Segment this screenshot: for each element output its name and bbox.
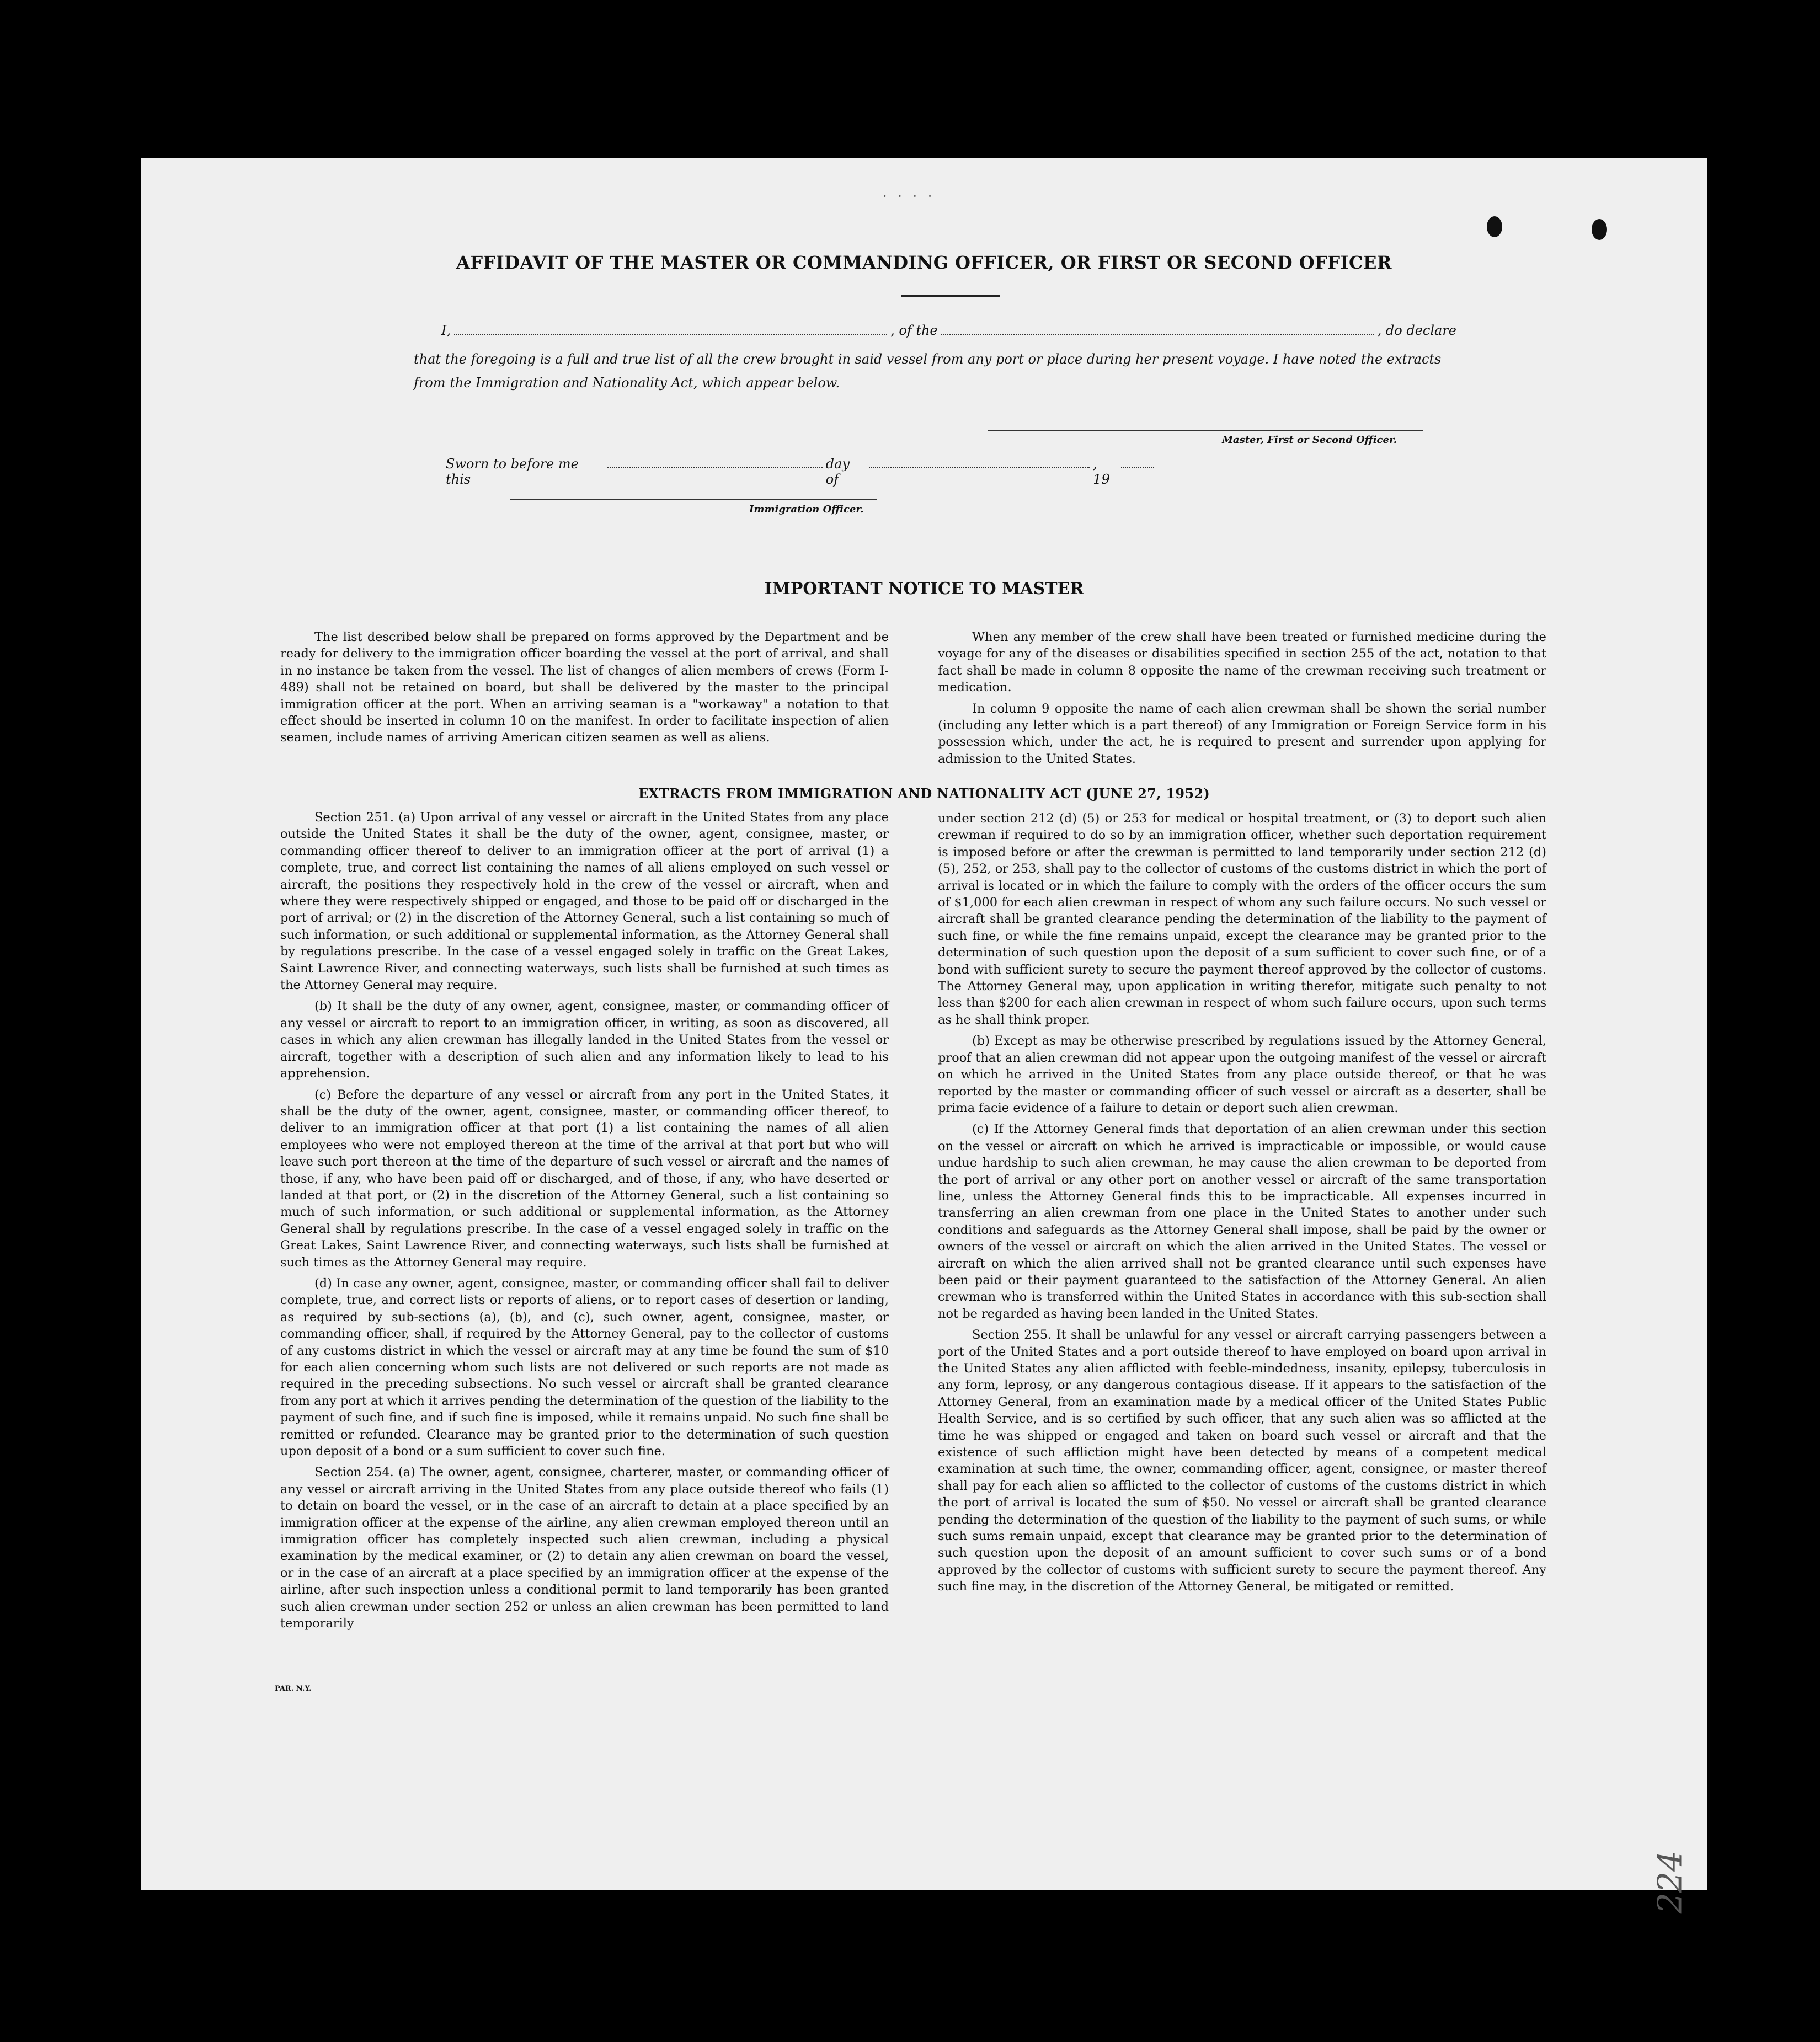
section-paragraph: Section 251. (a) Upon arrival of any vessel or aircraft in the United States from any place outside the United States it shall be the duty of the owner, agent, consignee, master, or commanding officer thereof to deliver to an immigration officer at the port of arrival (1) a complete, true, and correct list containing the names of all aliens employed on such vessel or aircraft, the positions they respectively hold in the crew of the vessel or aircraft, when and where they were respectively shipped or engaged, and those to be paid off or discharged in the port of arrival; or (2) in the discretion of the Attorney General, such a list containing so much of such information, or such additional or supplemental information, as the Attorney General shall by regulations prescribe. In the case of a vessel engaged solely in traffic on the Great Lakes, Saint Lawrence River, and connecting waterways, such lists shall be furnished at such times as the Attorney General may require. (280, 810, 889, 993)
master-signature-line[interactable] (988, 430, 1423, 431)
sworn-prefix: Sworn to before me this (446, 456, 579, 487)
punch-hole (1487, 216, 1502, 237)
section-paragraph: Section 255. It shall be unlawful for any vessel or aircraft carrying passengers between a port of the United States and a port outside thereof to have employed on board upon arrival in the United States any alien afflicted with feeble-mindedness, insanity, epilepsy, tuberculosis in any form, leprosy, or any dangerous contagious disease. If it appears to the satisfaction of the Attorney General, from an examination made by a medical officer of the United States Public Health Service, and is so certified by such officer, that any such alien was so afflicted at the time he was shipped or engaged and taken on board such vessel or aircraft and that the existence of such affliction might have been detected by means of a competent medical examination at such time, the owner, commanding officer, agent, consignee, or master thereof shall pay for each alien so afflicted to the collector of customs of the customs district in which the port of arrival is located the sum of $50. No vessel or aircraft shall be granted clearance pending the determination of the question of the liability to the payment of such sums, or while such sums remain unpaid, except that clearance may be granted prior to the determination of such question upon the deposit of an amount sufficient to cover such sums or of a bond approved by the collector of customs with sufficient surety to secure the payment thereof. Any such fine may, in the discretion of the Attorney General, be mitigated or remitted. (938, 1328, 1546, 1594)
section-paragraph: (d) In case any owner, agent, consignee, master, or commanding officer shall fail to deliver complete, true, and correct lists or reports of aliens, or to report cases of desertion or landing, as required by sub-sections (a), (b), and (c), such owner, agent, consignee, master, or commanding officer, shall, if required by the Attorney General, pay to the collector of customs of any customs district in which the vessel or aircraft may at any time be found the sum of $10 for each alien concerning whom such lists are not delivered or such reports are not made as required in the preceding subsections. No such vessel or aircraft shall be granted clearance from any port at which it arrives pending the determination of the question of the liability to the payment of such fine, and if such fine is imposed, while it remains unpaid. No such fine shall be remitted or refunded. Clearance may be granted prior to the determination of such question upon deposit of a bond or a sum sufficient to cover such fine. (280, 1276, 889, 1459)
name-blank[interactable] (454, 324, 887, 335)
printer-mark: PAR. N.Y. (275, 1685, 312, 1693)
vessel-blank[interactable] (941, 324, 1374, 335)
declaration-text: that the foregoing is a full and true list of all the crew brought in said vessel from any port or place during her present voyage. I have noted the extracts from the Immigration and Nationality Act, which appear below. (414, 351, 1442, 391)
notice-right-column (938, 629, 1546, 772)
immigration-officer-label: Immigration Officer. (749, 504, 864, 515)
notice-title: IMPORTANT NOTICE TO MASTER (764, 579, 1084, 598)
section-paragraph: Section 254. (a) The owner, agent, consignee, charterer, master, or commanding officer of any vessel or aircraft arriving in the United States from any place outside thereof who fails (1) to detain on board the vessel, or in the case of an aircraft to detain at a place specified by an immigration officer at the expense of the airline, any alien crewman employed thereon until an immigration officer has completely inspected such alien crewman, including a physical examination by the medical examiner, or (2) to detain any alien crewman on board the vessel, or in the case of an aircraft at a place specified by an immigration officer at the expense of the airline, after such inspection unless a conditional permit to land temporarily has been granted such alien crewman under section 252 or unless an alien crewman has been permitted to land temporarily (280, 1465, 889, 1631)
extracts-title: EXTRACTS FROM IMMIGRATION AND NATIONALITY ACT (JUNE 27, 1952) (638, 785, 1210, 801)
notice-paragraph: The list described below shall be prepared on forms approved by the Department and be ready for delivery to the immigration officer boarding the vessel at the port of arrival, and shall in no instance be taken from the vessel. The list of changes of alien members of crews (Form I-489) shall not be retained on board, but shall be delivered by the master to the principal immigration officer at the port. When an arriving seaman is a "workaway" a notation to that effect should be inserted in column 10 on the manifest. In order to facilitate inspection of alien seamen, include names of arriving American citizen seamen as well as aliens. (280, 630, 889, 745)
document-page (141, 158, 1707, 1914)
immigration-officer-signature-line[interactable] (510, 499, 877, 500)
declare-i: I, (441, 323, 451, 338)
section-paragraph: (c) Before the departure of any vessel or aircraft from any port in the United States, it shall be the duty of the owner, agent, consignee, master, or commanding officer thereof, to deliver to an immigration officer at that port (1) a list containing the names of all alien employees who were not employed thereon at the time of the arrival at that port but who will leave such port thereon at the time of the departure of such vessel or aircraft and the names of those, if any, who have been paid off or discharged, and of those, if any, who have deserted or landed at that port, or (2) in the discretion of the Attorney General, such a list containing so much of such information, or such additional or supplemental information, as the Attorney General shall by regulations prescribe. In the case of a vessel engaged solely in traffic on the Great Lakes, Saint Lawrence River, and connecting waterways, such lists shall be furnished at such times as the Attorney General may require. (280, 1087, 889, 1270)
declare-do-declare: , do declare (1377, 323, 1457, 338)
notice-paragraph: When any member of the crew shall have been treated or furnished medicine during the voyage for any of the diseases or disabilities specified in section 255 of the act, notation to that fact shall be made in column 8 opposite the name of the crewman receiving such treatment or medication. (938, 630, 1546, 695)
sworn-line (446, 456, 1157, 487)
notice-left-column (280, 629, 889, 751)
sworn-day-blank[interactable] (607, 457, 823, 468)
section-paragraph: (b) It shall be the duty of any owner, agent, consignee, master, or commanding officer of any vessel or aircraft to report to an immigration officer, in writing, as soon as discovered, all cases in which any alien crewman has illegally landed in the United States from the vessel or aircraft, together with a description of such alien and any information likely to lead to his apprehension. (280, 999, 889, 1081)
extracts-left-column (280, 809, 889, 1637)
sworn-year-blank[interactable] (1121, 457, 1154, 468)
sworn-month-blank[interactable] (869, 457, 1090, 468)
sworn-day-of: day of (825, 456, 850, 487)
affidavit-title: AFFIDAVIT OF THE MASTER OR COMMANDING OFFICER, OR FIRST OR SECOND OFFICER (456, 252, 1392, 273)
sworn-year: , 19 (1093, 456, 1110, 487)
declare-of-the: , of the (890, 323, 938, 338)
section-paragraph: (b) Except as may be otherwise prescribed by regulations issued by the Attorney General, proof that an alien crewman did not appear upon the outgoing manifest of the vessel or aircraft on which he arrived in the United States from any place outside thereof, or that he was reported by the master or commanding officer of such vessel or aircraft as a deserter, shall be prima facie evidence of a failure to detain or deport such alien crewman. (938, 1034, 1546, 1115)
declaration-line (441, 323, 1456, 338)
section-paragraph: under section 212 (d) (5) or 253 for medical or hospital treatment, or (3) to deport such alien crewman if required to do so by an immigration officer, whether such deportation requirement is imposed before or after the crewman is permitted to land temporarily under section 212 (d) (5), 252, or 253, shall pay to the collector of customs of the customs district in which the port of arrival is located or in which the failure to comply with the orders of the officer occurs the sum of $1,000 for each alien crewman in respect of whom any such failure occurs. No such vessel or aircraft shall be granted clearance pending the determination of the liability to the payment of such fine, or while the fine remains unpaid, except the clearance may be granted prior to the determination of such question upon the deposit of a sum sufficient to cover such fine, or of a bond with sufficient surety to secure the payment thereof approved by the collector of customs. The Attorney General may, upon application in writing therefor, mitigate such penalty to not less than $200 for each alien crewman in respect of whom such failure occurs, upon such terms as he shall think proper. (938, 811, 1546, 1027)
scan-specks: · · · · (883, 189, 936, 204)
handwritten-note: 224 (1651, 1850, 1690, 1914)
title-rule (901, 295, 1000, 297)
notice-paragraph: In column 9 opposite the name of each alien crewman shall be shown the serial number (including any letter which is a part thereof) of any Immigration or Foreign Service form in his possession which, under the act, he is required to present and surrender upon applying for admission to the United States. (938, 701, 1546, 766)
master-signature-label: Master, First or Second Officer. (1222, 434, 1397, 446)
punch-hole (1592, 219, 1607, 240)
section-paragraph: (c) If the Attorney General finds that deportation of an alien crewman under this section on the vessel or aircraft on which he arrived is impracticable or impossible, or would cause undue hardship to such alien crewman, he may cause the alien crewman to be deported from the port of arrival or any other port on another vessel or aircraft of the same transportation line, unless the Attorney General finds this to be impracticable. All expenses incurred in transferring an alien crewman from one place in the United States to another under such conditions and safeguards as the Attorney General shall impose, shall be paid by the owner or owners of the vessel or aircraft on which the alien arrived in the United States. The vessel or aircraft on which the alien arrived shall not be granted clearance until such expenses have been paid or their payment guaranteed to the satisfaction of the Attorney General. An alien crewman who is transferred within the United States in accordance with this sub-section shall not be regarded as having been landed in the United States. (938, 1122, 1546, 1321)
extracts-right-column (938, 810, 1546, 1600)
